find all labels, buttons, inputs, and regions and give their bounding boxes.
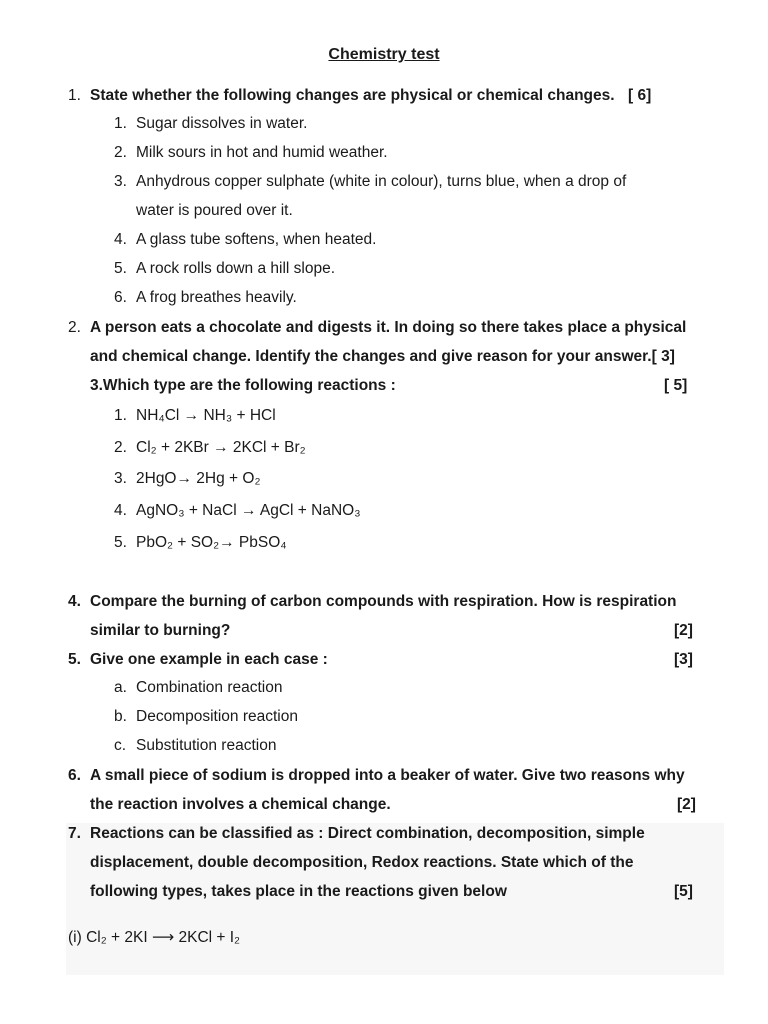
q1-text: State whether the following changes are physical or chemical changes.	[90, 87, 615, 104]
q5-item-letter: c.	[114, 737, 127, 754]
q1-item: Milk sours in hot and humid weather.	[136, 144, 388, 161]
q1-number: 1.	[68, 87, 81, 104]
q5-item: Decomposition reaction	[136, 708, 298, 725]
q1-item: Sugar dissolves in water.	[136, 115, 308, 132]
q5-item-letter: b.	[114, 708, 127, 725]
q7-marks: [5]	[674, 883, 693, 900]
q1-item-number: 6.	[114, 289, 127, 306]
q3-item-number: 1.	[114, 407, 127, 424]
q7-text-line3: following types, takes place in the reactions given below	[90, 883, 507, 900]
q7-number: 7.	[68, 825, 81, 842]
q3-reaction: AgNO₃ + NaCl → AgCl + NaNO₃	[136, 502, 361, 519]
page-title: Chemistry test	[328, 46, 440, 63]
q2-number: 2.	[68, 319, 81, 336]
q4-text-line1: Compare the burning of carbon compounds with respiration. How is respiration	[90, 593, 677, 610]
q3-reaction: 2HgO→ 2Hg + O₂	[136, 470, 261, 487]
q1-marks: [ 6]	[628, 87, 652, 104]
q2-marks: [ 3]	[651, 348, 675, 365]
q1-item-number: 4.	[114, 231, 127, 248]
q3-reaction: PbO₂ + SO₂→ PbSO₄	[136, 534, 287, 551]
q4-number: 4.	[68, 593, 81, 610]
q2-text-line1: A person eats a chocolate and digests it. In doing so there takes place a physical	[90, 319, 687, 336]
q6-text-line2: the reaction involves a chemical change.	[90, 796, 391, 813]
q3-item-number: 5.	[114, 534, 127, 551]
q7-text-line2: displacement, double decomposition, Redox reactions. State which of the	[90, 854, 634, 871]
q3-item-number: 2.	[114, 439, 127, 456]
q5-text: Give one example in each case :	[90, 651, 328, 668]
q2-text-line2: and chemical change. Identify the changes and give reason for your answer.[ 3]	[90, 348, 675, 365]
q1-item-number: 3.	[114, 173, 127, 190]
q7-text-line1: Reactions can be classified as : Direct combination, decomposition, simple	[90, 825, 645, 842]
q1-item-number: 1.	[114, 115, 127, 132]
q1-item: A glass tube softens, when heated.	[136, 231, 377, 248]
q1-item: Anhydrous copper sulphate (white in colour), turns blue, when a drop of	[136, 173, 627, 190]
q3-text: 3.Which type are the following reactions :	[90, 377, 396, 394]
q1-item-continuation: water is poured over it.	[136, 202, 293, 219]
q1-item: A rock rolls down a hill slope.	[136, 260, 336, 277]
q3-marks: [ 5]	[664, 377, 688, 394]
q3-reaction: Cl₂ + 2KBr → 2KCl + Br₂	[136, 439, 306, 456]
q4-text-line2: similar to burning?	[90, 622, 231, 639]
q1-item-number: 5.	[114, 260, 127, 277]
q5-item: Combination reaction	[136, 679, 283, 696]
q5-number: 5.	[68, 651, 81, 668]
q6-marks: [2]	[677, 796, 696, 813]
q6-text-line1: A small piece of sodium is dropped into a beaker of water. Give two reasons why	[90, 767, 685, 784]
q5-marks: [3]	[674, 651, 693, 668]
q3-item-number: 3.	[114, 470, 127, 487]
q1-item: A frog breathes heavily.	[136, 289, 297, 306]
q7-reaction-i: (i) Cl₂ + 2KI ⟶ 2KCl + I₂	[68, 929, 241, 946]
q4-marks: [2]	[674, 622, 693, 639]
q6-number: 6.	[68, 767, 81, 784]
q5-item-letter: a.	[114, 679, 127, 696]
q5-item: Substitution reaction	[136, 737, 277, 754]
q3-reaction: NH₄Cl → NH₃ + HCl	[136, 407, 276, 424]
q3-item-number: 4.	[114, 502, 127, 519]
q1-item-number: 2.	[114, 144, 127, 161]
